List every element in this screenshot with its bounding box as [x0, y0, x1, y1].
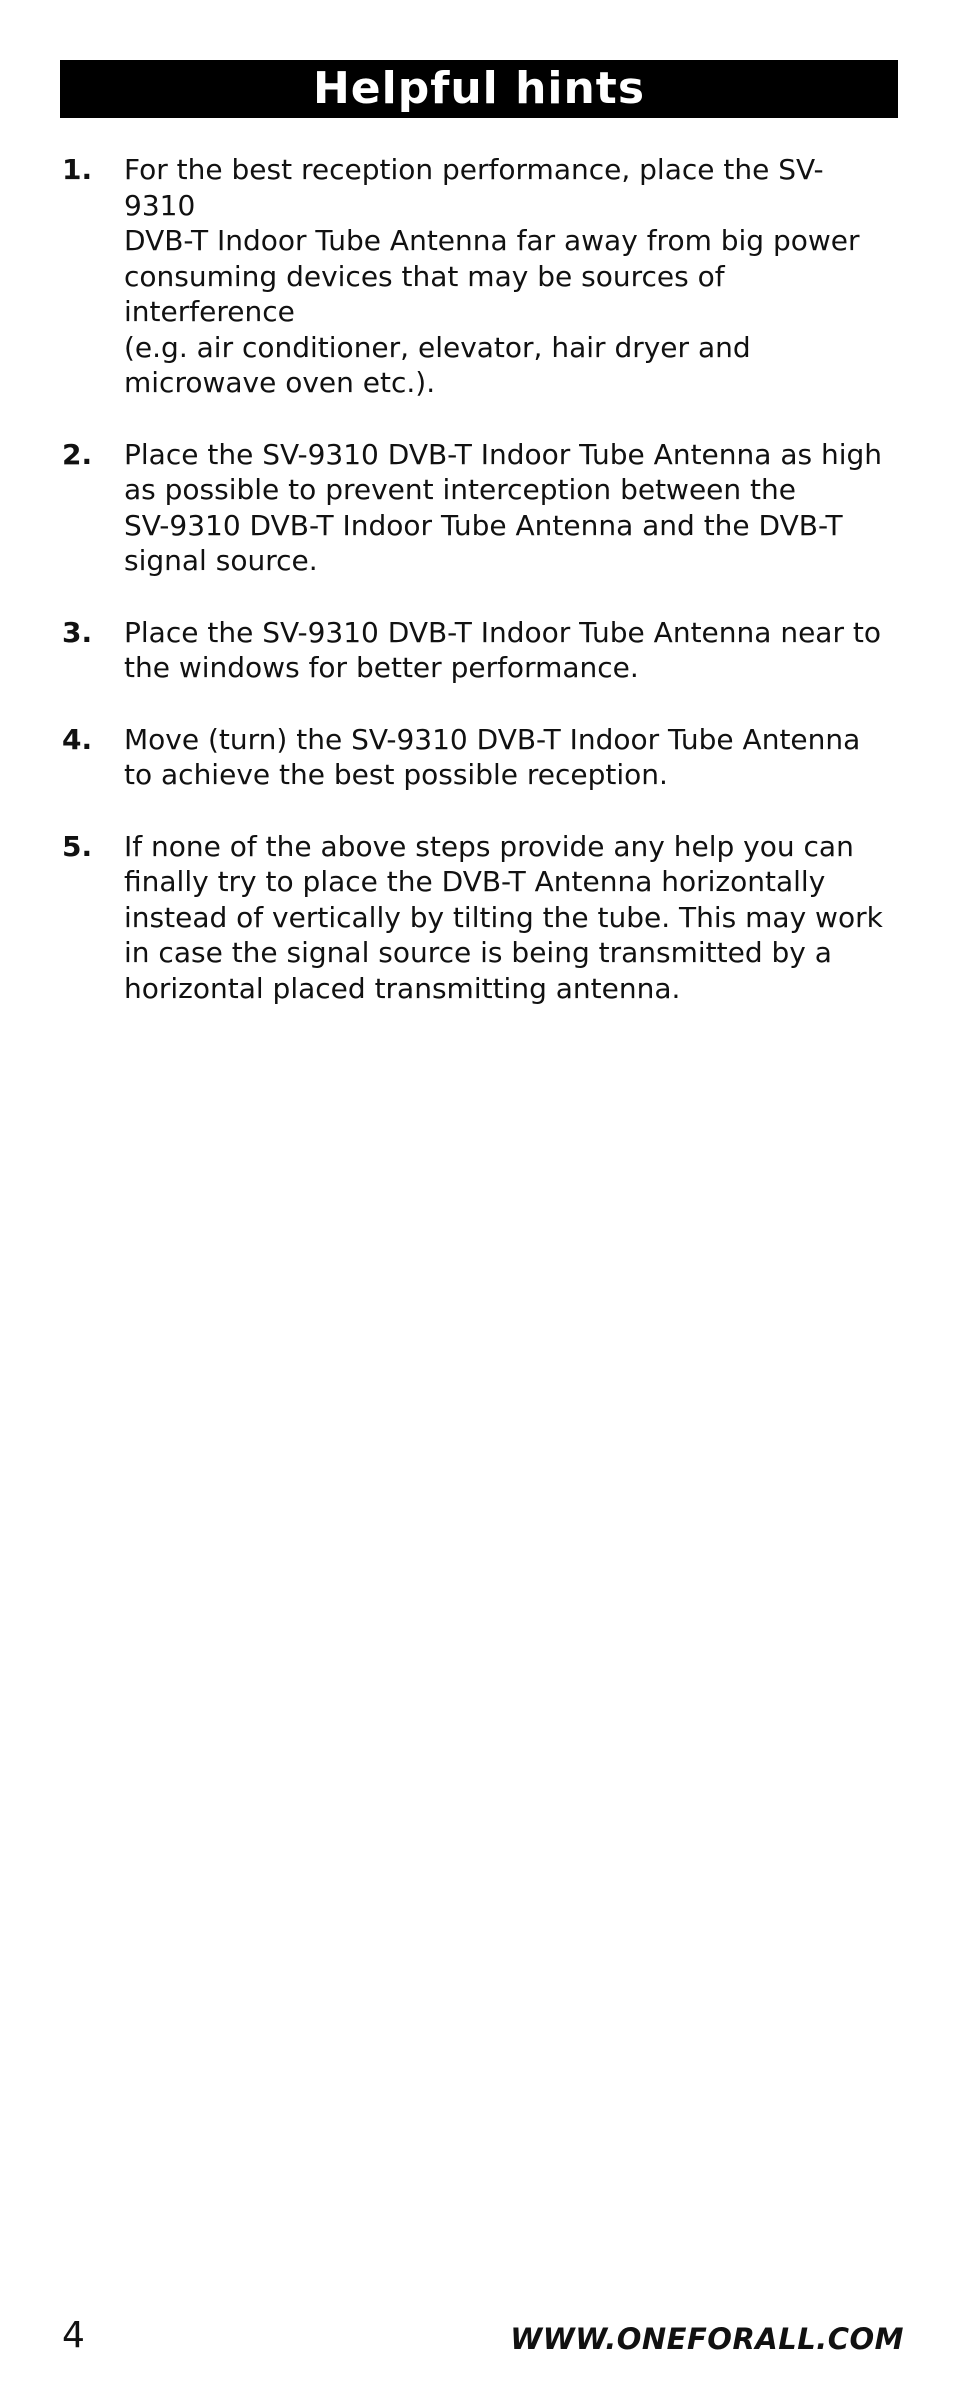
page-title: Helpful hints: [312, 63, 646, 114]
hint-text: Move (turn) the SV-9310 DVB-T Indoor Tube Antenna to achieve the best possible reception.: [124, 722, 861, 791]
hint-number: 2.: [62, 437, 93, 471]
hint-number: 1.: [62, 153, 93, 186]
hint-number: 3.: [62, 615, 93, 649]
hint-text: Place the SV-9310 DVB-T Indoor Tube Antenna near to the windows for better performance.: [124, 615, 881, 684]
list-item: [62, 437, 892, 579]
hint-number: 4.: [62, 722, 93, 756]
page-number: 4: [62, 2315, 85, 2356]
hint-text: Place the SV-9310 DVB-T Indoor Tube Antenna as high as possible to prevent interception between the SV-9310 DVB-T Indoor Tube Antenna and the DVB-T signal source.: [124, 437, 883, 577]
list-item: [62, 615, 892, 686]
hint-text: If none of the above steps provide any help you can finally try to place the DVB-T Antenna horizontally instead of vertically by tilting the tube. This may work in case the signal source is being transmitted by a horizontal placed transmitting antenna.: [124, 829, 883, 1005]
section-header-bar: [60, 60, 898, 118]
footer-url: WWW.ONEFORALL.COM: [510, 2322, 904, 2356]
list-item: [62, 829, 892, 1007]
hint-text: For the best reception performance, place the SV-9310 DVB-T Indoor Tube Antenna far away from big power consuming devices that may be sources of interference (e.g. air conditioner, elevator, hair dryer and microwave oven etc.).: [124, 153, 860, 399]
list-item: [62, 722, 892, 793]
hint-list: [62, 152, 892, 1042]
hint-number: 5.: [62, 829, 93, 863]
list-item: [62, 152, 892, 401]
